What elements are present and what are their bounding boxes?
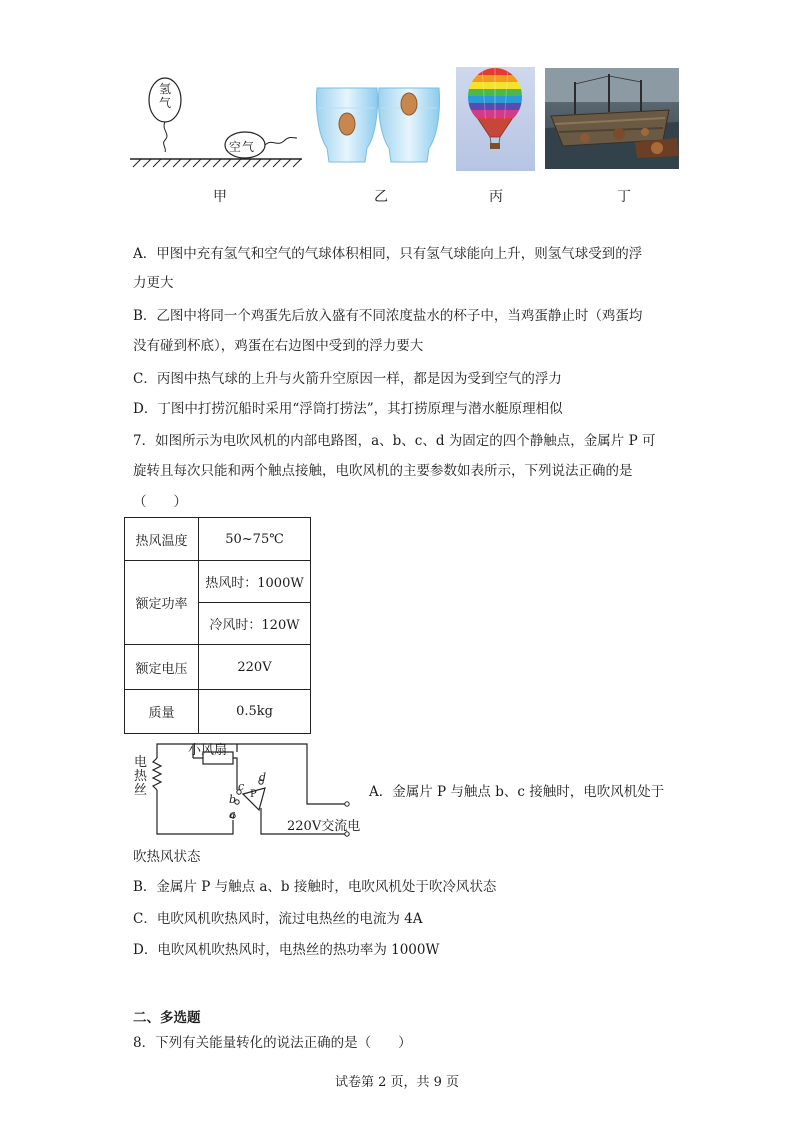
hydrogen-label: 氢气 bbox=[158, 82, 171, 110]
heater-resistor bbox=[153, 758, 161, 790]
cell-hot-temp-label: 热风温度 bbox=[125, 518, 199, 561]
slider-p-label: P bbox=[250, 789, 257, 800]
contact-b-label: b bbox=[229, 793, 237, 806]
cell-voltage-value: 220V bbox=[199, 645, 311, 690]
q7-parameter-table bbox=[124, 517, 311, 734]
egg-left bbox=[339, 113, 355, 135]
egg-right bbox=[401, 93, 417, 115]
figure-jia bbox=[125, 72, 305, 172]
cell-mass-label: 质量 bbox=[125, 690, 199, 734]
section-title-multiple-choice: 二、多选题 bbox=[133, 1010, 201, 1026]
q6-option-d: D．丁图中打捞沉船时采用“浮筒打捞法”，其打捞原理与潜水艇原理相似 bbox=[133, 401, 563, 417]
q7-option-d: D．电吹风机吹热风时，电热丝的热功率为 1000W bbox=[133, 942, 440, 958]
q7-option-c: C．电吹风机吹热风时，流过电热丝的电流为 4A bbox=[133, 911, 423, 927]
q6-option-a-line1: A．甲图中充有氢气和空气的气球体积相同，只有氢气球能向上升，则氢气球受到的浮 bbox=[133, 246, 643, 262]
page-footer: 试卷第 2 页，共 9 页 bbox=[334, 1075, 460, 1090]
cell-power-label: 额定功率 bbox=[125, 561, 199, 645]
q8-stem: 8．下列有关能量转化的说法正确的是（ ） bbox=[133, 1035, 412, 1051]
cell-mass-value: 0.5kg bbox=[199, 690, 311, 734]
q6-option-b-line2: 没有碰到杯底），鸡蛋在右边图中受到的浮力要大 bbox=[133, 338, 424, 354]
contact-a-label: a bbox=[229, 808, 236, 821]
q7-option-b: B．金属片 P 与触点 a、b 接触时，电吹风机处于吹冷风状态 bbox=[133, 879, 497, 895]
figure-label-yi: 乙 bbox=[374, 189, 388, 205]
q6-option-b-line1: B．乙图中将同一个鸡蛋先后放入盛有不同浓度盐水的杯子中，当鸡蛋静止时（鸡蛋均 bbox=[133, 308, 643, 324]
heater-label: 电热丝 bbox=[134, 755, 148, 798]
figure-label-ding: 丁 bbox=[617, 189, 631, 205]
q7-option-a-line1: A．金属片 P 与触点 b、c 接触时，电吹风机处于 bbox=[369, 784, 665, 800]
figure-yi bbox=[313, 82, 443, 166]
cell-power-cold: 冷风时：120W bbox=[199, 603, 311, 645]
air-label: 空气 bbox=[229, 140, 256, 154]
contact-c-label: c bbox=[238, 780, 245, 793]
q7-stem-line3: （ ） bbox=[133, 494, 187, 510]
figure-bing-photo bbox=[456, 67, 535, 171]
q6-option-c: C．丙图中热气球的上升与火箭升空原因一样，都是因为受到空气的浮力 bbox=[133, 371, 562, 387]
figure-label-bing: 丙 bbox=[489, 189, 503, 205]
cell-power-hot: 热风时：1000W bbox=[199, 561, 311, 603]
q7-stem-line2: 旋转且每次只能和两个触点接触，电吹风机的主要参数如表所示，下列说法正确的是 bbox=[133, 463, 633, 479]
figure-label-jia: 甲 bbox=[213, 189, 227, 205]
contact-d-label: d bbox=[259, 771, 267, 784]
fan-label: 小风扇 bbox=[188, 743, 228, 758]
figure-ding-photo bbox=[545, 68, 679, 169]
source-label: 220V交流电 bbox=[287, 819, 361, 834]
cell-hot-temp-value: 50~75℃ bbox=[199, 518, 311, 561]
q6-option-a-line2: 力更大 bbox=[133, 275, 174, 291]
q7-option-a-line2: 吹热风状态 bbox=[133, 849, 201, 865]
q7-stem-line1: 7．如图所示为电吹风机的内部电路图，a、b、c、d 为固定的四个静触点，金属片 P 可 bbox=[133, 433, 656, 449]
cell-voltage-label: 额定电压 bbox=[125, 645, 199, 690]
